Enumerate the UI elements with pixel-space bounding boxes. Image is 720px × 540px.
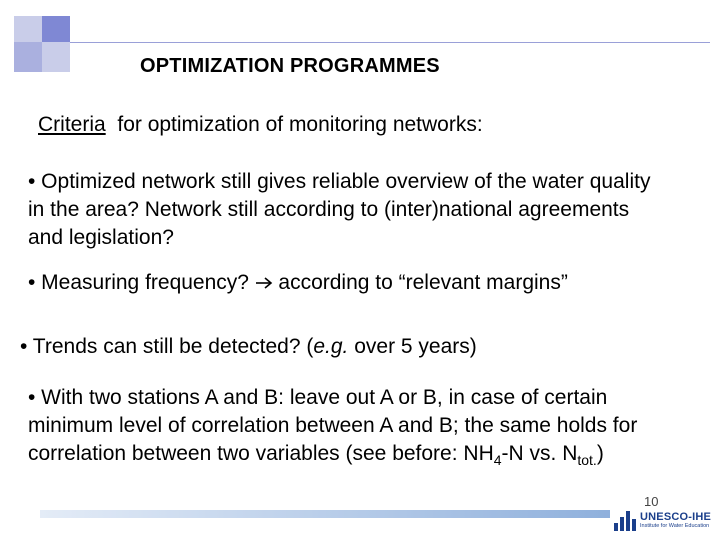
bullet-trends xyxy=(20,333,700,361)
subscript-4: 4 xyxy=(493,452,502,468)
logo-icon xyxy=(614,511,636,531)
header-rule xyxy=(70,42,710,43)
bullet-measuring-frequency-question: • Measuring frequency? xyxy=(28,271,249,294)
bullet-two-stations-text: • With two stations A and B: leave out A or B, in case of certain minimum level of correlation between A and B; the same holds for correlation between two variables (see before: NH xyxy=(28,386,638,465)
bullet-two-stations-mid: -N vs. N xyxy=(501,442,578,465)
right-arrow-icon xyxy=(255,272,279,294)
page-number: 10 xyxy=(644,494,659,509)
bullet-measuring-frequency xyxy=(28,269,708,297)
logo-text: UNESCO-IHE xyxy=(640,511,712,524)
bullet-trends-text: • Trends can still be detected? ( xyxy=(20,335,314,358)
criteria-label: Criteria xyxy=(38,113,106,136)
bullet-trends-eg: e.g. xyxy=(313,335,349,358)
bullet-measuring-frequency-answer: according to “relevant margins” xyxy=(278,271,568,294)
bullet-optimized-network: • Optimized network still gives reliable overview of the water quality in the area? Network still according to (inter)national agreements and legislation? xyxy=(28,170,651,249)
bullet-trends-end: over 5 years) xyxy=(348,335,477,358)
criteria-text: for optimization of monitoring networks: xyxy=(117,113,483,136)
subscript-tot: tot. xyxy=(577,452,597,468)
bullet-two-stations-end: ) xyxy=(596,442,604,465)
criteria-heading xyxy=(38,113,483,137)
slide-title: OPTIMIZATION PROGRAMMES xyxy=(140,55,440,77)
bullet-two-stations xyxy=(28,384,658,474)
footer-bar xyxy=(40,510,610,518)
logo-subtitle: Institute for Water Education xyxy=(640,523,710,530)
corner-decoration-accent-2 xyxy=(14,42,42,72)
corner-decoration-accent xyxy=(42,16,70,42)
unesco-ihe-logo xyxy=(614,508,714,534)
